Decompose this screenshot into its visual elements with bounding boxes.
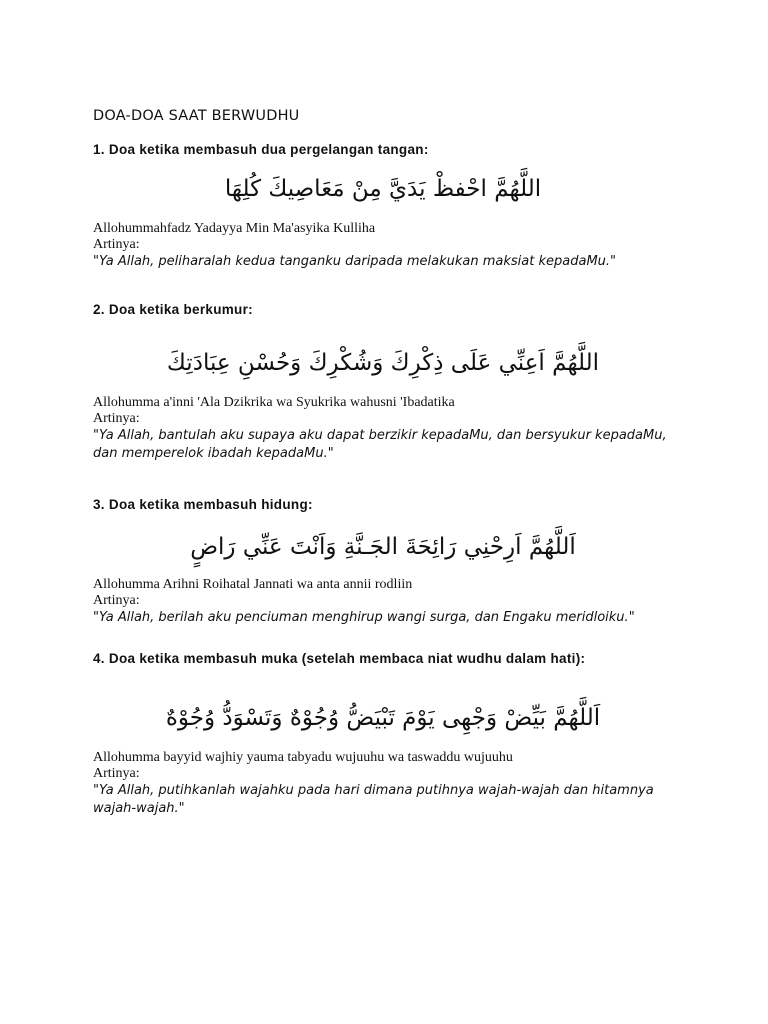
- meaning-body: Ya Allah, berilah aku penciuman menghirup wangi surga, dan Engaku meridloiku.: [98, 610, 629, 625]
- transliteration: Allohumma a'inni 'Ala Dzikrika wa Syukrika wahusni 'Ibadatika: [93, 395, 455, 410]
- transliteration: Allohummahfadz Yadayya Min Ma'asyika Kulliha: [93, 221, 376, 236]
- meaning-text: "Ya Allah, putihkanlah wajahku pada hari dimana putihnya wajah-wajah dan hitamnya wajah-wajah.": [93, 783, 654, 816]
- document-title: DOA-DOA SAAT BERWUDHU: [93, 108, 300, 124]
- arabic-prayer-text: اللَّهُمَّ احْفظْ يَدَيَّ مِنْ مَعَاصِيكَ كُلِهَا: [224, 176, 542, 202]
- artinya-label: Artinya:: [93, 237, 140, 252]
- meaning-body: Ya Allah, peliharalah kedua tanganku daripada melakukan maksiat kepadaMu.: [98, 254, 611, 269]
- transliteration: Allohumma bayyid wajhiy yauma tabyadu wujuuhu wa taswaddu wujuuhu: [93, 750, 513, 765]
- meaning-text: "Ya Allah, bantulah aku supaya aku dapat berzikir kepadaMu, dan bersyukur kepadaMu, dan memperelok ibadah kepadaMu.": [93, 428, 667, 461]
- meaning-body: Ya Allah, bantulah aku supaya aku dapat berzikir kepadaMu, dan bersyukur kepadaMu, dan memperelok ibadah kepadaMu.: [93, 428, 667, 461]
- section-heading: 3. Doa ketika membasuh hidung:: [93, 497, 313, 512]
- arabic-prayer-text: اَللَّهُمَّ بَيِّضْ وَجْهِى يَوْمَ تَبْيَضُّ وُجُوْهٌ وَتَسْوَدُّ وُجُوْهٌ: [165, 705, 601, 731]
- meaning-body: Ya Allah, putihkanlah wajahku pada hari dimana putihnya wajah-wajah dan hitamnya wajah-wajah.: [93, 783, 654, 816]
- arabic-prayer-text: اَللَّهُمَّ اَرِحْنِي رَائِحَةَ الجَـنَّةِ وَاَنْتَ عَنِّي رَاضٍ: [190, 534, 576, 560]
- section-heading: 1. Doa ketika membasuh dua pergelangan tangan:: [93, 142, 429, 157]
- prayer-section-2: [93, 301, 673, 463]
- section-heading: 4. Doa ketika membasuh muka (setelah membaca niat wudhu dalam hati):: [93, 651, 586, 666]
- prayer-section-4: [93, 650, 673, 818]
- artinya-label: Artinya:: [93, 766, 140, 781]
- artinya-label: Artinya:: [93, 411, 140, 426]
- meaning-text: "Ya Allah, berilah aku penciuman menghirup wangi surga, dan Engaku meridloiku.": [93, 610, 635, 625]
- meaning-text: "Ya Allah, peliharalah kedua tanganku daripada melakukan maksiat kepadaMu.": [93, 254, 617, 269]
- prayer-section-1: [93, 141, 673, 271]
- artinya-label: Artinya:: [93, 593, 140, 608]
- transliteration: Allohumma Arihni Roihatal Jannati wa anta annii rodliin: [93, 577, 413, 592]
- section-heading: 2. Doa ketika berkumur:: [93, 302, 253, 317]
- document-page: [93, 106, 673, 818]
- arabic-prayer-text: اللَّهُمَّ اَعِنِّي عَلَى ذِكْرِكَ وَشُكْرِكَ وَحُسْنِ عِبَادَتِكَ: [166, 350, 600, 376]
- prayer-section-3: [93, 496, 673, 627]
